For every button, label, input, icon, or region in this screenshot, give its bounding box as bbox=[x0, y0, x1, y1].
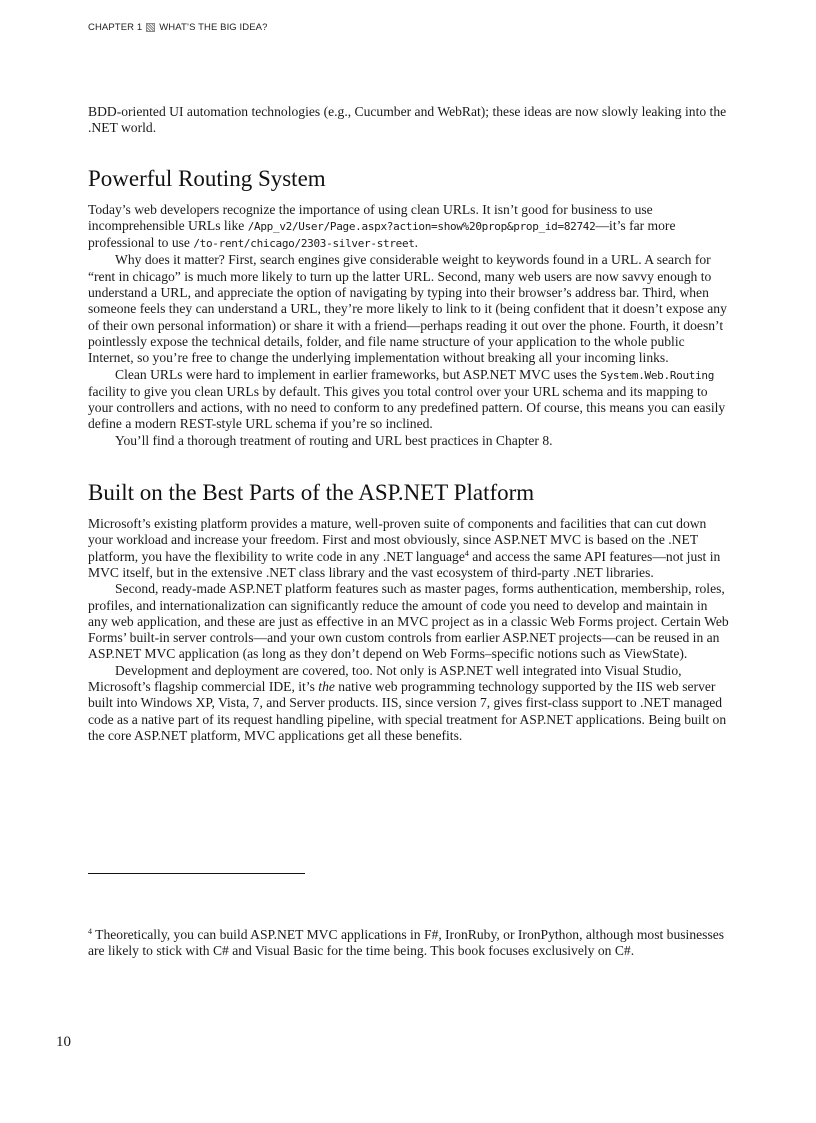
inline-code-ugly-url: /App_v2/User/Page.aspx?action=show%20prop&prop_id=82742 bbox=[247, 219, 596, 233]
platform-paragraph-3: Development and deployment are covered, too. Not only is ASP.NET well integrated into Visual Studio, Microsoft’s flagship commercial IDE, it’s the native web programming technology supported by the IIS web server built into Windows XP, Vista, 7, and Server products. IIS, since version 7, gives first-class support to .NET managed code as a native part of its request handling pipeline, with special treatment for ASP.NET applications. Being built on the core ASP.NET platform, MVC applications get all these benefits. bbox=[88, 662, 727, 743]
inline-code-clean-url: /to-rent/chicago/2303-silver-street bbox=[193, 237, 415, 251]
routing-paragraph-3: Clean URLs were hard to implement in earlier frameworks, but ASP.NET MVC uses the System.Web.Routing facility to give you clean URLs by default. This gives you total control over your URL schema and its mapping to your controllers and actions, with no need to conform to any predefined pattern. Of course, this means you can easily define a modern REST-style URL schema if you’re so inclined. bbox=[88, 366, 726, 432]
emphasis-the: the bbox=[318, 679, 335, 695]
page-body bbox=[88, 104, 730, 744]
section-heading-aspnet-platform: Built on the Best Parts of the ASP.NET Platform bbox=[88, 480, 535, 506]
inline-code-routing-namespace: System.Web.Routing bbox=[600, 368, 715, 382]
intro-paragraph: BDD-oriented UI automation technologies (e.g., Cucumber and WebRat); these ideas are now slowly leaking into the .NET world. bbox=[88, 104, 727, 136]
routing-paragraph-2: Why does it matter? First, search engines give considerable weight to keywords found in a URL. A search for “rent in chicago” is much more likely to turn up the latter URL. Second, many web users are now savvy enough to understand a URL, and appreciate the option of navigating by typing into their browser’s address bar. Third, when someone feels they can understand a URL, they’re more likely to link to it (being confident that it doesn’t expose any of their own personal information) or share it with a friend—perhaps reading it out over the phone. Fourth, it doesn’t pointlessly expose the technical details, folder, and file name structure of your application to the whole public Internet, so you’re free to change the underlying implementation without breaking all your incoming links. bbox=[88, 252, 727, 366]
page-number: 10 bbox=[56, 1034, 71, 1050]
footnote bbox=[88, 927, 730, 960]
platform-paragraph-1: Microsoft’s existing platform provides a mature, well-proven suite of components and facilities that can cut down your workload and increase your freedom. First and most obviously, since ASP.NET MVC is based on the .NET platform, you have the flexibility to write code in any .NET language$^4$ and access the same API features—not just in MVC itself, but in the extensive .NET class library and the vast ecosystem of third-party .NET libraries. bbox=[88, 516, 721, 580]
footnote-divider bbox=[88, 873, 305, 874]
chapter-label: CHAPTER 1 bbox=[88, 22, 143, 33]
footnote-marker: 4 bbox=[88, 927, 92, 936]
platform-paragraph-2: Second, ready-made ASP.NET platform features such as master pages, forms authentication, membership, roles, profiles, and internationalization can significantly reduce the amount of code you need to develop and maintain in any web application, and these are just as effective in an MVC project as in a classic Web Forms project. Certain Web Forms’ built-in server controls—and your own custom controls from earlier ASP.NET projects—can be reused in an ASP.NET MVC application (as long as they don’t depend on Web Forms–specific notions such as ViewState). bbox=[88, 581, 729, 662]
section-heading-routing: Powerful Routing System bbox=[88, 165, 326, 191]
square-bullet-icon bbox=[146, 23, 155, 32]
routing-paragraph-1: Today’s web developers recognize the importance of using clean URLs. It isn’t good for business to use incomprehensible URLs like /App_v2/User/Page.aspx?action=show%20prop&prop_id=82742—it’s far more professional to use /to-rent/chicago/2303-silver-street. bbox=[88, 201, 676, 251]
footnote-text: Theoretically, you can build ASP.NET MVC applications in F#, IronRuby, or IronPython, although most businesses are likely to stick with C# and Visual Basic for the time being. This book focuses exclusively on C#. bbox=[88, 927, 725, 959]
chapter-title: WHAT’S THE BIG IDEA? bbox=[159, 22, 268, 33]
footnote-reference[interactable]: 4 bbox=[464, 548, 469, 558]
routing-paragraph-4: You’ll find a thorough treatment of routing and URL best practices in Chapter 8. bbox=[115, 432, 553, 448]
running-header bbox=[88, 22, 268, 33]
